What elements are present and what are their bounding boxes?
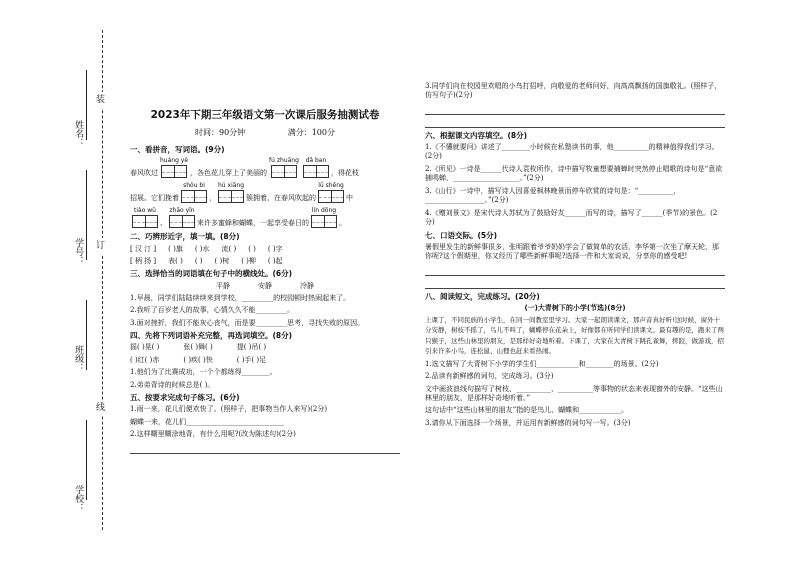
char-blank[interactable]: ( )柳 [241,256,256,265]
idiom-row-1 [130,343,400,352]
answer-line[interactable] [425,117,725,128]
idiom-blank[interactable]: 提( )吊( ) [236,343,267,352]
pinyin-label: fú zhuāng [269,157,299,165]
binding-char-zhuang: 装 [96,92,105,108]
question-line[interactable]: 4.《赠刘景文》是宋代诗人苏轼为了鼓励好友______而写的诗，描写了______(季节)的景色。(2分) [425,208,718,227]
section-8-heading: 八、阅读短文，完成练习。(20分) [425,291,540,301]
question-line: 3.同学们向在校园里欢唱的小鸟打招呼，向敬爱的老师问好，向高高飘扬的国旗敬礼。(照样子，仿写句子)(2分) [425,82,722,100]
pinyin-label: lín dōng [311,207,337,215]
binding-margin [0,0,120,561]
char-blank[interactable]: 流( ) [221,244,237,253]
question-line: 3.请你从下面选择一个场景，并运用有新鲜感的词句写一写。(3分) [425,418,631,427]
char-blank[interactable]: ( )字 [267,244,283,253]
pinyin-answer[interactable] [169,207,195,228]
char-blank[interactable]: ( )旗 [168,244,183,253]
question-line[interactable]: 2.弟弟背诗的时候总是( )。 [130,380,215,389]
pinyin-text: 招展。它们挽着 [130,193,179,202]
section-6-heading: 六、根据课文内容填空。(8分) [425,130,528,140]
char-row-2 [130,257,400,266]
class-line [86,300,87,370]
right-column [425,82,725,431]
pinyin-text: ，各色花儿穿上了美丽的 [190,168,268,177]
idiom-blank[interactable]: 张( )舞( ) [183,343,213,352]
exam-title: 2023年下期三年级语文第一次课后服务抽测试卷 [150,109,380,121]
pinyin-text: ，得花枝 [330,168,359,177]
pinyin-label: lǜ shēng [318,182,344,190]
char-blank[interactable]: ( ) [194,256,203,265]
char-group: [ 汉 汀 ] [130,244,157,253]
answer-line[interactable] [130,443,400,454]
question-line: 1.雨一来，花儿们便欢快了。(照样子，把事物当作人来写)(2分) [130,405,328,414]
section-4-heading: 四、先将下列词语补充完整，再选词填空。(8分) [130,331,293,341]
question-line[interactable]: 1.《不懂就要问》讲述了________小时候在私塾读书的事，他__________的精神值得我们学习。(2分) [425,143,719,161]
word-choice: 平静 [216,281,230,290]
idiom-blank[interactable]: ( )红( )赤 [130,355,160,364]
pinyin-text: 。 [339,218,346,227]
exam-score: 满分：100分 [287,128,335,138]
question-line[interactable]: 文中画波浪线句描写了树枝、__________、__________等事物的状态来表现窗外的安静。“这些山林里的朋友，是那样好奇地听着。” [425,384,723,402]
answer-line[interactable] [425,265,725,276]
section-1-heading: 一、看拼音，写词语。(9分) [130,144,225,154]
answer-line[interactable]: 蝴蝶一来，花儿们____________________________ [130,417,284,426]
prompt-text: 暑假里发生的新鲜事很多，张明跟着爷爷奶奶学会了做简单的农活，李华第一次坐了摩天轮，那你呢?这个假期里，你又经历了哪些新鲜事呢?选择一件和大家说说，分享你的感受吧! [425,242,719,261]
question-line[interactable]: 3.《山行》一诗中，描写诗人因喜爱枫林晚景而停车欣赏的诗句是：“__________，_________________。”(2分) [425,186,681,205]
word-choice: 冷静 [300,281,314,290]
pinyin-label: dǎ ban [305,157,327,165]
section-7-heading: 七、口语交际。(5分) [425,230,498,240]
idiom-row-2 [130,356,400,365]
label-student-number: 学号： [73,238,84,265]
question-line[interactable]: 3.面对挫折，我们不能灰心丧气，而是要_________思考，寻找失败的原因。 [130,318,365,327]
pinyin-answer[interactable] [160,157,188,178]
name-line [86,70,87,140]
question-line[interactable]: 这句话中“这些山林里的朋友”指的是鸟儿、蝴蝶和____________。 [425,406,629,415]
pinyin-row-2: 招展。它们挽着 shǒu bì ， hú xiāng 簇拥着，在春风吹起的 lǜ shēng 中 [130,182,354,202]
question-line[interactable]: 1.他们为了比赛成功，一个个都练得________。 [130,368,277,377]
idiom-blank[interactable]: ( )手( )足 [236,355,267,364]
label-school: 学校： [73,485,84,512]
char-blank[interactable]: ( )起 [267,256,283,265]
school-line [86,420,87,500]
question-line[interactable]: 2.《所见》一诗是______代诗人袁枚所作，诗中描写牧童想要捕蝉时突然停止唱歌的诗句是“意欲捕鸣蝉，___________________。”(2分) [425,164,723,183]
idiom-blank[interactable]: 摇( )晃( ) [130,343,160,352]
reading-passage: 上课了，不同民族的小学生，在同一间教室里学习。大家一起朗读课文，那声音真好听!这时候，窗外十分安静，树枝不摇了，鸟儿不叫了，蝴蝶停在花朵上，好像都在听同学们读课文。最有趣的是，跑来了两只猴子，这些山林里的朋友，是那样好奇地听着。下课了，大家在大青树下跳孔雀舞，摔跤，做游戏，招引来许多小鸟，连松鼠、山狸也赶来看热闹。 [425,316,724,356]
question-line[interactable]: 1.早晨，同学们陆陆续续来到学校，_________的校园顿时热闹起来了。 [130,293,351,302]
question-line: 2.品读有新鲜感的词句，完成练习。(3分) [425,372,554,381]
pinyin-label: huáng yè [160,157,189,165]
pinyin-answer[interactable] [269,157,299,178]
question-line[interactable]: 1.选文描写了大青树下小学的学生们____________和________的场景。(2分) [425,359,659,368]
pinyin-label: hú xiāng [218,182,245,190]
section-5-heading: 五、按要求完成句子练习。(6分) [130,393,240,403]
answer-line[interactable] [425,278,725,289]
pinyin-row-1 [130,157,400,178]
pinyin-answer[interactable] [303,157,329,178]
char-row-1 [130,245,400,254]
section-3-heading: 三、选择恰当的词语填在句子中的横线处。(6分) [130,269,293,279]
pinyin-text: 簇拥着，在春风吹起的 [246,193,317,202]
pinyin-label: shǒu bì [183,182,205,190]
binding-char-xian: 线 [96,400,105,416]
section-2-heading: 二、巧辨形近字，填一填。(8分) [130,232,240,242]
answer-line[interactable] [425,104,725,115]
char-blank[interactable]: ( )树 [214,256,230,265]
pinyin-answer[interactable] [318,182,344,203]
pinyin-label: tiào wǔ [134,207,156,215]
char-blank[interactable]: ( ) [248,244,256,253]
pinyin-row-3: tiào wǔ 、 zhāo yǐn 来许多蜜蜂和蝴蝶，一起享受春日的 lín dōng 。 [134,207,346,227]
left-column [130,60,400,456]
pinyin-label: zhāo yǐn [169,207,195,215]
pinyin-text: 来许多蜜蜂和蝴蝶，一起享受春日的 [197,218,309,227]
label-name: 姓名： [73,120,84,147]
pinyin-answer[interactable] [181,182,207,203]
char-blank[interactable]: ( )水 [194,244,210,253]
student-number-line [86,170,87,260]
word-choices [130,282,400,291]
pinyin-text: 春风吹过 [130,168,158,177]
label-class: 班级： [73,345,84,372]
char-blank[interactable]: 表( ) [168,256,183,265]
pinyin-answer[interactable] [311,207,337,228]
question-line[interactable]: 2.我听了百岁老人的故事，心情久久不能_________。 [130,306,295,315]
passage-title: (一)大青树下的小学(节选)(8分) [524,303,626,312]
idiom-blank[interactable]: ( )疾( )快 [183,355,213,364]
pinyin-answer[interactable] [218,182,244,203]
binding-char-ding: 订 [96,238,105,254]
pinyin-text: 中 [346,193,354,202]
char-group: [ 柄 扬 ] [130,256,157,265]
word-choice: 安静 [258,281,272,290]
exam-meta [130,128,400,139]
exam-time: 时间：90分钟 [194,128,246,138]
question-line: 2.这样糊里糊涂地背，有什么用呢?(改为陈述句)(2分) [130,430,296,439]
pinyin-answer[interactable] [132,207,158,228]
